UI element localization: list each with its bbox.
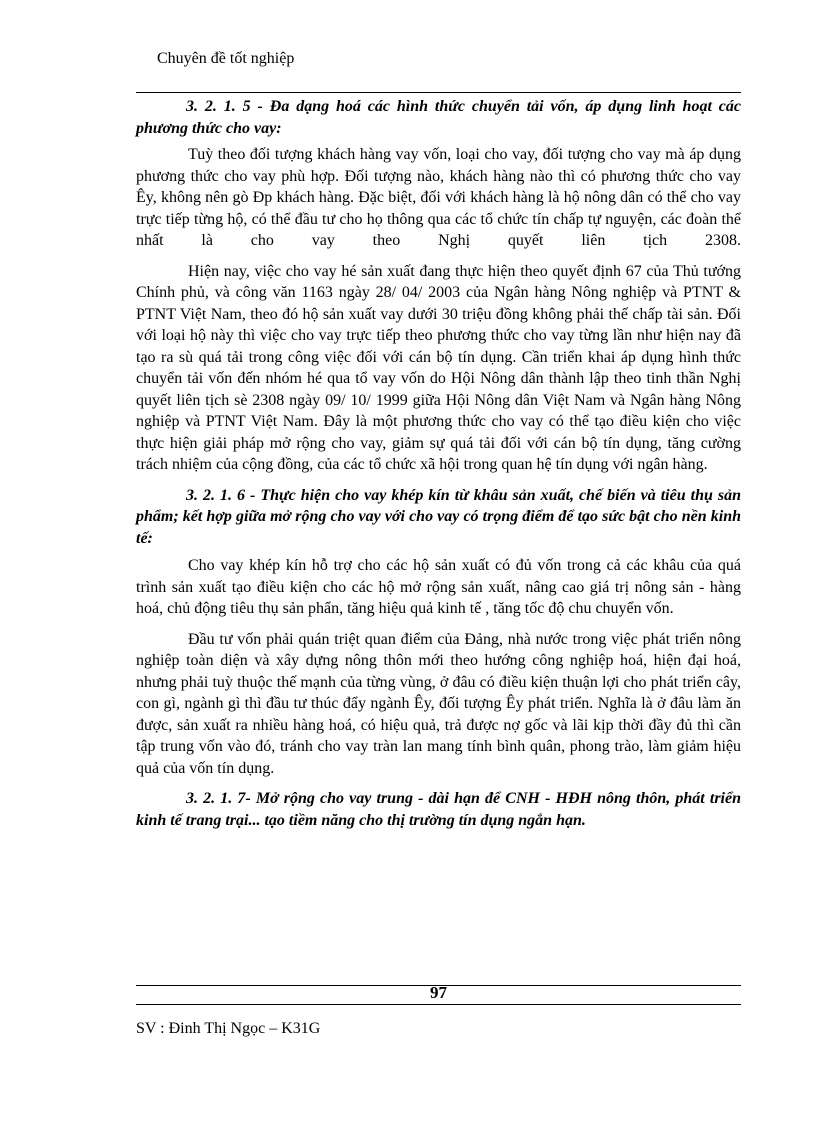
footer-author: SV : Đinh Thị Ngọc – K31G — [136, 1020, 321, 1037]
document-body — [136, 96, 741, 831]
paragraph: Hiện nay, việc cho vay hé sản xuất đang thực hiện theo quyết định 67 của Thủ tướng Chính phủ, và công văn 1163 ngày 28/ 04/ 2003 của Ngân hàng Nông nghiệp và PTNT & PTNT Việt Nam, theo đó hộ sản xuất vay dưới 30 triệu đồng không phải thế chấp tài sản. Đối với loại hộ này thì việc cho vay trực tiếp theo phương thức cho vay từng lần như hiện nay đã tạo ra sù quá tải trong công việc đối với cán bộ tín dụng. Cần triển khai áp dụng hình thức chuyển tải vốn đến nhóm hé qua tổ vay vốn do Hội Nông dân thành lập theo tinh thần Nghị quyết liên tịch sè 2308 ngày 09/ 10/ 1999 giữa Hội Nông dân Việt Nam và Ngân hàng Nông nghiệp và PTNT Việt Nam. Đây là một phương thức cho vay có thể tạo điều kiện cho việc thực hiện giải pháp mở rộng cho vay, giảm sự quá tải đối với cán bộ tín dụng, tăng cường trách nhiệm của cộng đồng, của các tổ chức xã hội trong quan hệ tín dụng với ngân hàng. — [136, 262, 741, 473]
paragraph: Đầu tư vốn phải quán triệt quan điểm của Đảng, nhà nước trong việc phát triển nông nghiệp toàn diện và xây dựng nông thôn mới theo hướng công nghiệp hoá, hiện đại hoá, nhưng phải tuỳ thuộc thế mạnh của từng vùng, ở đâu có điều kiện thuận lợi cho phát triển cây, con gì, ngành gì thì đầu tư thúc đẩy ngành Êy, đối tượng Êy phát triển. Nghĩa là ở đâu làm ăn được, sản xuất ra nhiều hàng hoá, có hiệu quả, trả được nợ gốc và lãi kịp thời đầy đủ thì cần tập trung vốn vào đó, tránh cho vay tràn lan mang tính bình quân, phong trào, làm giảm hiệu quả của vốn tín dụng. — [136, 630, 741, 777]
section-heading-3-2-1-7: 3. 2. 1. 7- Mở rộng cho vay trung - dài hạn để CNH - HĐH nông thôn, phát triển kinh tế trang trại... tạo tiềm năng cho thị trường tín dụng ngắn hạn. — [136, 790, 741, 829]
section-heading-3-2-1-6: 3. 2. 1. 6 - Thực hiện cho vay khép kín từ khâu sản xuất, chế biến và tiêu thụ sản phẩm; kết hợp giữa mở rộng cho vay với cho vay có trọng điểm để tạo sức bật cho nền kinh tế: — [136, 486, 741, 547]
document-header-title: Chuyên đề tốt nghiệp — [157, 50, 295, 67]
paragraph: Cho vay khép kín hỗ trợ cho các hộ sản xuất có đủ vốn trong cả các khâu của quá trình sản xuất tạo điều kiện cho các hộ mở rộng sản xuất, nâng cao giá trị nông sản - hàng hoá, chủ động tiêu thụ sản phẩn, tăng hiệu quả kinh tế , tăng tốc độ chu chuyển vốn. — [136, 557, 741, 617]
paragraph: Tuỳ theo đối tượng khách hàng vay vốn, loại cho vay, đối tượng cho vay mà áp dụng phương thức cho vay phù hợp. Đối tượng nào, khách hàng nào thì có phương thức cho vay Êy, không nên gò Ðp khách hàng. Đặc biệt, đối với khách hàng là hộ nông dân có thể cho vay trực tiếp từng hộ, có thể đầu tư cho họ thông qua các tổ chức tín chấp tự nguyện, các đoàn thể nhất là cho vay theo Nghị quyết liên tịch 2308. — [136, 146, 741, 249]
section-heading-3-2-1-5: 3. 2. 1. 5 - Đa dạng hoá các hình thức chuyển tải vốn, áp dụng linh hoạt các phương thức cho vay: — [136, 98, 741, 137]
footer-divider-bottom — [136, 1004, 741, 1005]
page-number: 97 — [430, 983, 447, 1002]
header-divider — [136, 92, 741, 93]
